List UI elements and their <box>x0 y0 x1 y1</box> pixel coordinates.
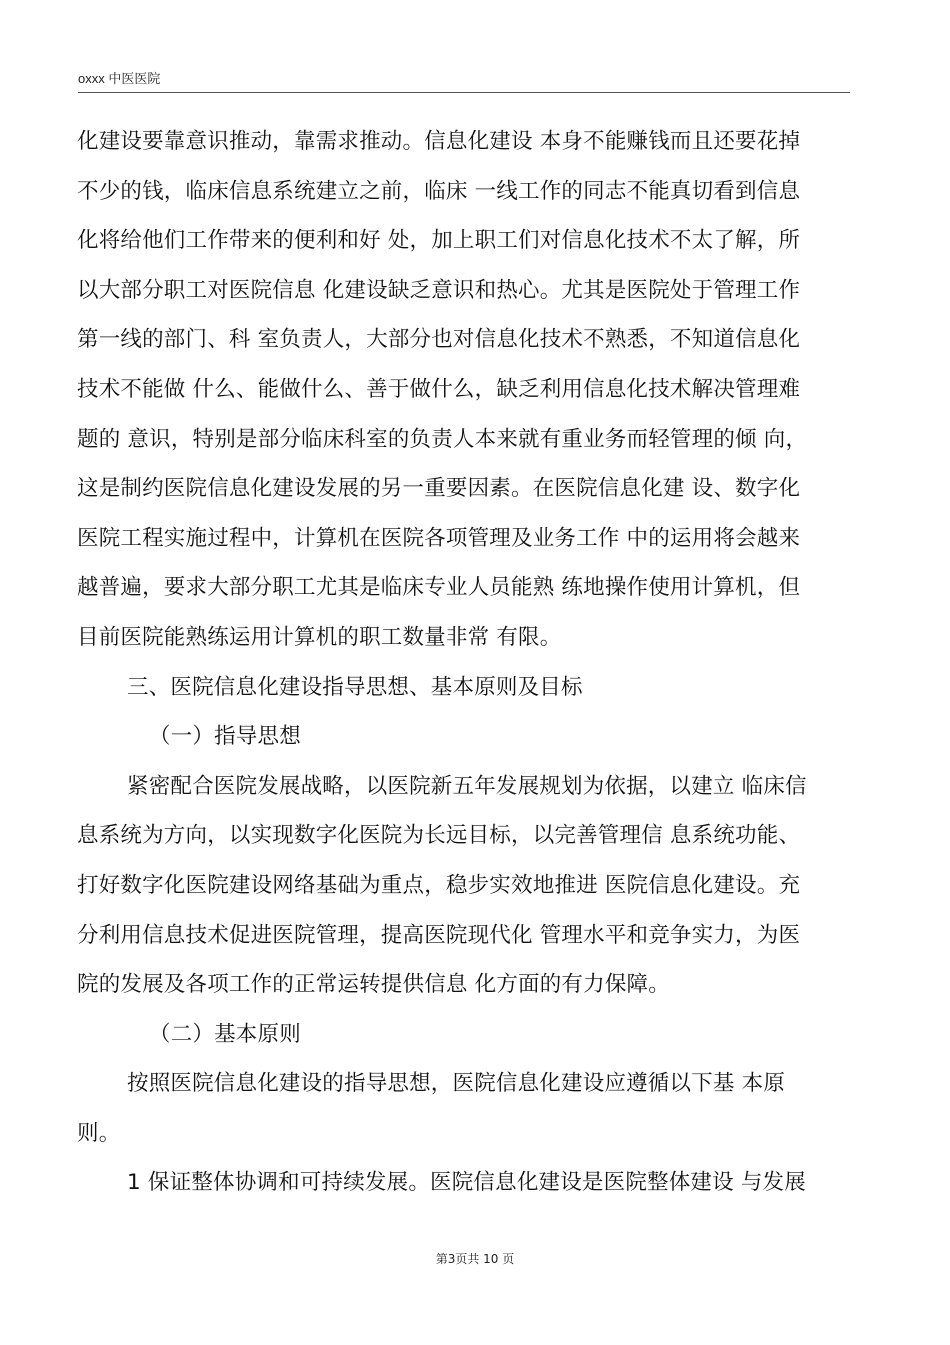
paragraph-line: 息系统为方向，以实现数字化医院为长远目标，以完善管理信 息系统功能、 <box>77 823 801 849</box>
paragraph-line: 以大部分职工对医院信息 化建设缺乏意识和热心。尤其是医院处于管理工作 <box>77 277 801 303</box>
page-number: 第3页共 10 页 <box>435 1252 515 1266</box>
paragraph-line: 题的 意识，特别是部分临床科室的负责人本来就有重业务而轻管理的倾 向， <box>77 426 808 452</box>
subsection-heading: （二）基本原则 <box>149 1021 301 1047</box>
document-body <box>77 124 855 1215</box>
paragraph-line: 紧密配合医院发展战略，以医院新五年发展规划为依据，以建立 临床信 <box>127 773 807 799</box>
subsection-heading: （一）指导思想 <box>149 724 301 750</box>
paragraph-line: 第一线的部门、科 室负责人，大部分也对信息化技术不熟悉，不知道信息化 <box>77 327 801 353</box>
section-heading: 三、医院信息化建设指导思想、基本原则及目标 <box>127 674 583 700</box>
paragraph-line: 化建设要靠意识推动，靠需求推动。信息化建设 本身不能赚钱而且还要花掉 <box>77 129 801 154</box>
paragraph-line: 1 保证整体协调和可持续发展。医院信息化建设是医院整体建设 与发展 <box>127 1170 806 1196</box>
paragraph-line: 院的发展及各项工作的正常运转提供信息 化方面的有力保障。 <box>77 972 670 998</box>
paragraph-line: 越普遍，要求大部分职工尤其是临床专业人员能熟 练地操作使用计算机，但 <box>77 575 801 601</box>
document-header: oxxx 中医医院 <box>78 71 161 86</box>
paragraph-line: 按照医院信息化建设的指导思想，医院信息化建设应遵循以下基 本原 <box>127 1071 786 1097</box>
paragraph-line: 打好数字化医院建设网络基础为重点，稳步实效地推进 医院信息化建设。充 <box>77 872 801 898</box>
paragraph-line: 则。 <box>77 1120 121 1146</box>
paragraph-line: 这是制约医院信息化建设发展的另一重要因素。在医院信息化建 设、数字化 <box>77 476 801 502</box>
paragraph-line: 不少的钱，临床信息系统建立之前，临床 一线工作的同志不能真切看到信息 <box>77 178 801 204</box>
paragraph-line: 技术不能做 什么、能做什么、善于做什么，缺乏利用信息化技术解决管理难 <box>77 376 801 402</box>
header-divider <box>78 92 850 93</box>
paragraph-line: 分利用信息技术促进医院管理，提高医院现代化 管理水平和竞争实力，为医 <box>77 922 801 948</box>
paragraph-line: 医院工程实施过程中，计算机在医院各项管理及业务工作 中的运用将会越来 <box>77 525 801 551</box>
paragraph-line: 化将给他们工作带来的便利和好 处，加上职工们对信息化技术不太了解，所 <box>77 228 801 254</box>
paragraph-line: 目前医院能熟练运用计算机的职工数量非常 有限。 <box>77 624 562 650</box>
